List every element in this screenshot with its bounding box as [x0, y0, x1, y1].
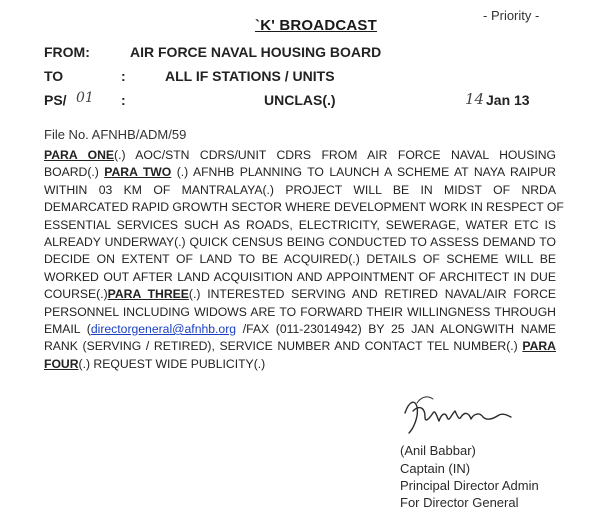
handwritten-signature	[399, 393, 519, 439]
body-line: ALREADY UNDERWAY(.) QUICK CENSUS BEING CONDUCTED TO ASSESS DEMAND TO	[44, 234, 556, 249]
body-text: (.) REQUEST WIDE PUBLICITY(.)	[78, 356, 266, 371]
body-text: (.) AFNHB PLANNING TO LAUNCH A SCHEME AT NAYA RAIPUR	[171, 165, 556, 180]
document-title: `K' BROADCAST	[255, 17, 377, 34]
body-text: RANK (SERVING / RETIRED), SERVICE NUMBER AND CONTACT TEL NUMBER(.)	[44, 339, 523, 354]
from-value: AIR FORCE NAVAL HOUSING BOARD	[130, 44, 382, 60]
date-day: 14	[465, 90, 485, 108]
body-line	[44, 164, 556, 181]
email-link[interactable]: directorgeneral@afnhb.org	[90, 321, 237, 336]
signatory-for: For Director General	[400, 495, 519, 510]
para-two-heading: PARA TWO	[104, 165, 172, 180]
body-line	[44, 321, 556, 338]
signatory-designation: Principal Director Admin	[400, 478, 539, 493]
to-separator: :	[121, 68, 126, 84]
body-text: COURSE(.)	[44, 287, 108, 302]
body-text: BOARD(.)	[44, 165, 105, 180]
body-line: ESSENTIAL SERVICES SUCH AS ROADS, ELECTRICITY, SEWERAGE, WATER ETC IS	[44, 217, 556, 232]
ps-label: PS/	[44, 92, 67, 108]
from-label: FROM:	[44, 44, 90, 60]
classification: UNCLAS(.)	[264, 92, 336, 108]
body-text: EMAIL (	[44, 321, 91, 336]
body-text: (.) INTERESTED SERVING AND RETIRED NAVAL/AIR FORCE	[188, 287, 556, 302]
signatory-rank: Captain (IN)	[400, 461, 471, 476]
para-four-heading-part: FOUR	[44, 356, 79, 371]
para-one-heading: PARA ONE	[44, 148, 115, 162]
body-line: WORKED OUT AFTER LAND ACQUISITION AND APPOINTMENT OF ARCHITECT IN DUE	[44, 269, 556, 284]
ps-number: 01	[76, 90, 94, 106]
signatory-name: (Anil Babbar)	[400, 443, 476, 458]
body-text: (.) AOC/STN CDRS/UNIT CDRS FROM AIR FORCE NAVAL HOUSING	[114, 148, 556, 162]
file-number: File No. AFNHB/ADM/59	[44, 127, 187, 142]
to-value: ALL IF STATIONS / UNITS	[165, 68, 335, 84]
body-line: DEMARCATED RAPID GROWTH SECTOR WHERE DEVELOPMENT WORK IN RESPECT OF	[44, 200, 564, 215]
body-line	[44, 147, 556, 164]
priority-label: - Priority -	[483, 8, 540, 23]
body-line	[44, 356, 556, 373]
para-four-heading-part: PARA	[522, 339, 556, 354]
ps-separator: :	[121, 92, 126, 108]
body-line: WITHIN 03 KM OF MANTRALAYA(.) PROJECT WILL BE IN MIDST OF NRDA	[44, 182, 556, 197]
message-body	[44, 147, 564, 373]
body-line: PERSONNEL INCLUDING WIDOWS ARE TO FORWARD THEIR WILLINGNESS THROUGH	[44, 304, 556, 319]
body-line	[44, 286, 556, 303]
body-line: DECIDE ON EXTENT OF LAND TO BE ACQUIRED(.) DETAILS OF SCHEME WILL BE	[44, 252, 556, 267]
date-month-year: Jan 13	[486, 92, 530, 108]
para-three-heading: PARA THREE	[107, 287, 189, 302]
body-text: /FAX (011-23014942) BY 25 JAN ALONGWITH NAME	[236, 321, 556, 336]
body-line	[44, 338, 556, 355]
to-label: TO	[44, 68, 64, 84]
